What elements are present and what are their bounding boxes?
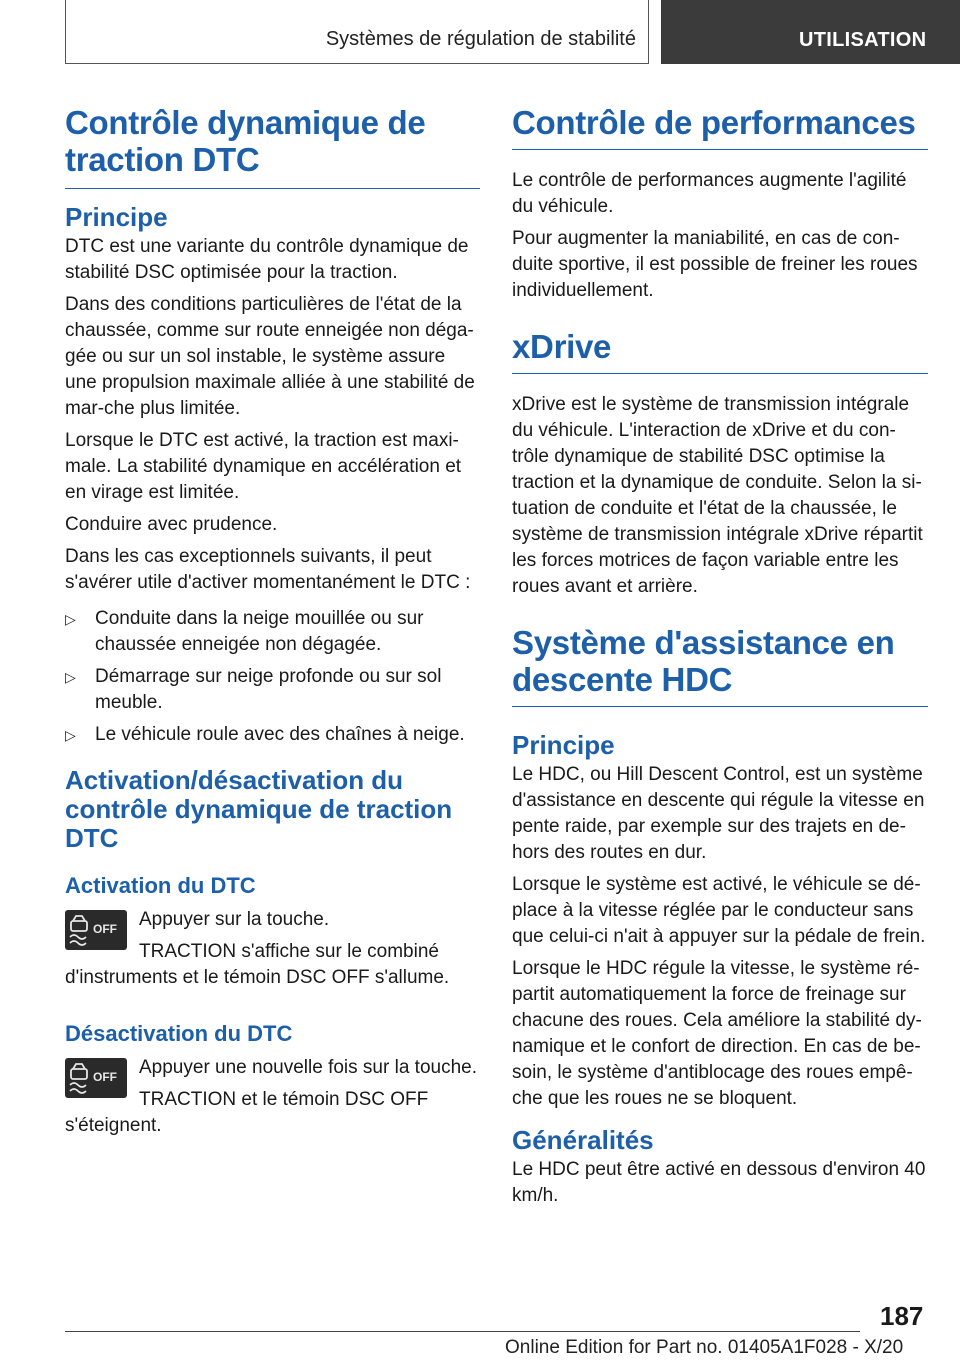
- principe-paragraph-1: DTC est une variante du contrôle dynamique de stabilité DSC optimisée pour la traction.: [65, 236, 469, 283]
- performance-paragraph-2: Pour augmenter la maniabilité, en cas de con-duite sportive, il est possible de freiner les roues individuellement.: [512, 228, 918, 301]
- activation-paragraph-2: TRACTION s'affiche sur le combiné d'instruments et le témoin DSC OFF s'allume.: [65, 941, 450, 988]
- list-item: ▷ Démarrage sur neige profonde ou sur sol meuble.: [65, 666, 442, 713]
- header-section-box: [65, 0, 649, 64]
- generalites-paragraph: Le HDC peut être activé en dessous d'environ 40 km/h.: [512, 1159, 926, 1206]
- deactivation-dtc-heading: Désactivation du DTC: [65, 1021, 293, 1046]
- activation-paragraph-1: Appuyer sur la touche.: [139, 909, 330, 930]
- deactivation-block: [65, 1055, 480, 1139]
- principe-paragraph-3: Lorsque le DTC est activé, la traction est maxi-male. La stabilité dynamique en accélération et en virage est limitée.: [65, 430, 462, 503]
- off-label: OFF: [93, 1070, 117, 1084]
- triangle-bullet-icon: ▷: [65, 669, 76, 685]
- hdc-paragraph-2: Lorsque le système est activé, le véhicule se dé-place à la vitesse réglée par le conducteur sans que celui-ci n'ait à appuyer sur la pédale de frein.: [512, 874, 926, 947]
- left-column: [65, 104, 480, 1139]
- performance-heading: Contrôle de performances: [512, 104, 928, 150]
- deactivation-paragraph-1: Appuyer une nouvelle fois sur la touche.: [139, 1057, 477, 1078]
- footer-rule: [65, 1331, 860, 1332]
- right-column: [512, 104, 928, 1209]
- hdc-heading: Système d'assistance en descente HDC: [512, 624, 928, 707]
- principe-paragraph-5: Dans les cas exceptionnels suivants, il peut s'avérer utile d'activer momentanément le DTC :: [65, 546, 471, 593]
- generalites-heading: Généralités: [512, 1125, 654, 1155]
- triangle-bullet-icon: ▷: [65, 727, 76, 743]
- deactivation-paragraph-2: TRACTION et le témoin DSC OFF s'éteignent.: [65, 1089, 429, 1136]
- header-section-title: Systèmes de régulation de stabilité: [325, 28, 636, 50]
- header-chapter-title: UTILISATION: [799, 29, 927, 51]
- header-chapter-tab: [661, 0, 960, 64]
- hdc-principe-heading: Principe: [512, 730, 615, 760]
- dtc-heading: Contrôle dynamique de traction DTC: [65, 104, 480, 189]
- principe-paragraph-4: Conduire avec prudence.: [65, 514, 278, 535]
- footer-edition: Online Edition for Part no. 01405A1F028 - X/20: [505, 1337, 904, 1358]
- dtc-off-button-icon: [65, 1058, 127, 1098]
- hdc-paragraph-1: Le HDC, ou Hill Descent Control, est un système d'assistance en descente qui régule la vitesse en pente raide, par exemple sur des trajets en de-hors des routes en dur.: [512, 764, 925, 863]
- xdrive-heading: xDrive: [512, 328, 928, 374]
- triangle-bullet-icon: ▷: [65, 611, 76, 627]
- page-number: 187: [880, 1301, 924, 1331]
- activation-block: [65, 907, 480, 991]
- list-item: ▷ Le véhicule roule avec des chaînes à neige.: [65, 722, 480, 748]
- activation-heading: Activation/désactivation du contrôle dynamique de traction DTC: [65, 765, 453, 853]
- performance-paragraph-1: Le contrôle de performances augmente l'agilité du véhicule.: [512, 170, 907, 217]
- bullet-list: [65, 606, 480, 748]
- off-label: OFF: [93, 922, 117, 936]
- xdrive-paragraph: xDrive est le système de transmission intégrale du véhicule. L'interaction de xDrive et du con-trôle dynamique de stabilité DSC optimise la traction et la dynamique de conduite. Selon la si-tuation de conduite et l'état de la chaussée, le système de transmission intégrale xDrive répartit les forces motrices de façon variable entre les roues avant et arrière.: [512, 394, 923, 597]
- principe-heading: Principe: [65, 202, 168, 232]
- activation-dtc-heading: Activation du DTC: [65, 873, 256, 898]
- hdc-paragraph-3: Lorsque le HDC régule la vitesse, le système ré-partit automatiquement la force de freinage sur chacune des roues. Cela améliore la stabilité dy-namique et le confort de direction. En cas de be-soin, le système d'antiblocage des roues empê-che que les roues ne se bloquent.: [512, 958, 922, 1109]
- dtc-off-button-icon: [65, 910, 127, 950]
- list-item: ▷ Conduite dans la neige mouillée ou sur chaussée enneigée non dégagée.: [65, 608, 424, 655]
- principe-paragraph-2: Dans des conditions particulières de l'état de la chaussée, comme sur route enneigée non déga-gée ou sur un sol instable, le système assure une propulsion maximale alliée à une stabilité de mar-che plus limitée.: [65, 294, 475, 419]
